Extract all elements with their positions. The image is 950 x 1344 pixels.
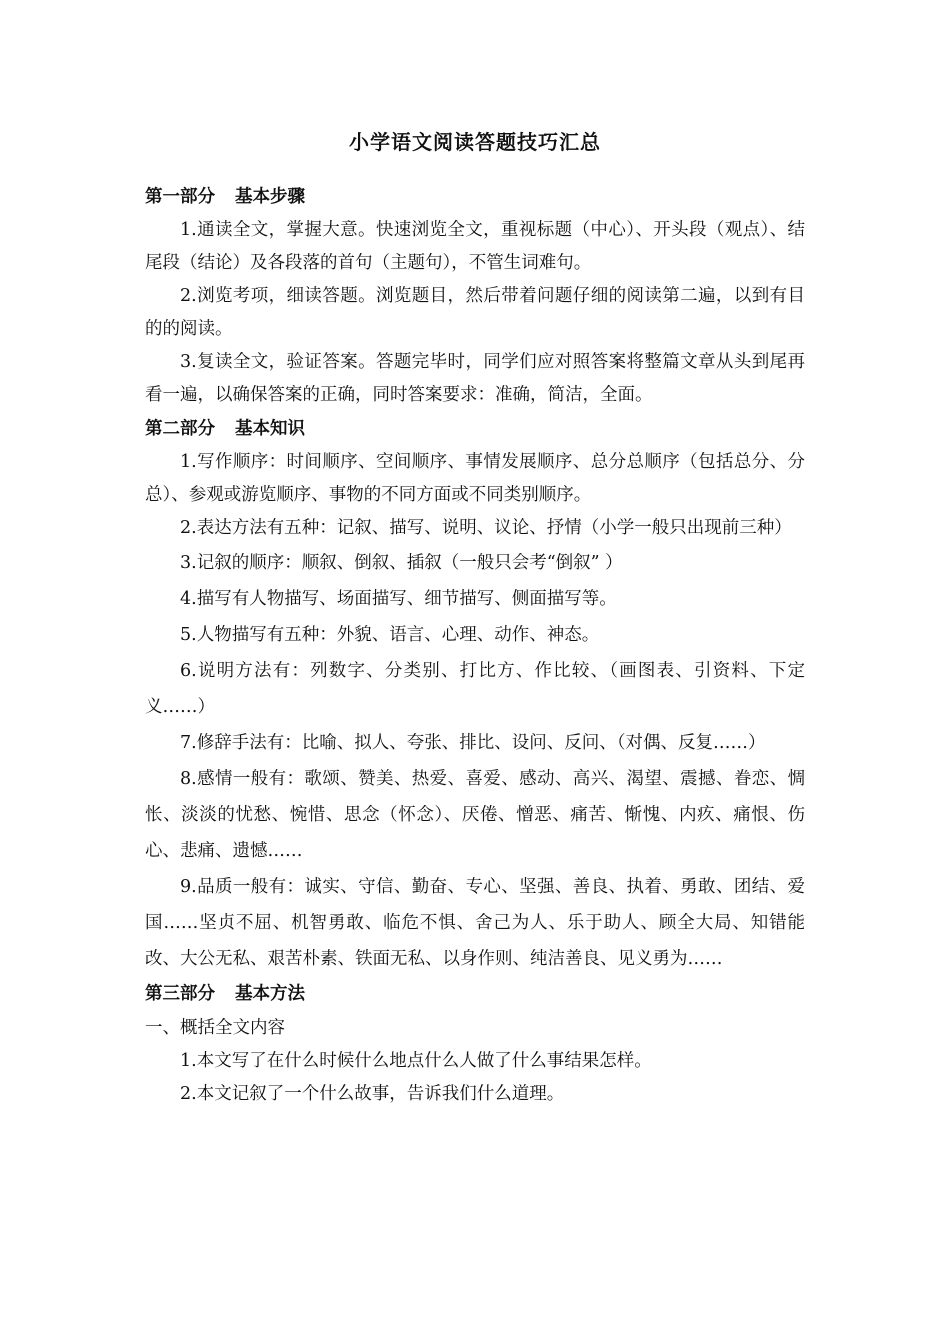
part2-item-3: 3.记叙的顺序：顺叙、倒叙、插叙（一般只会考“倒叙” ）: [180, 553, 623, 573]
part2-heading: [145, 412, 805, 446]
part2-item-1: 1.写作顺序：时间顺序、空间顺序、事情发展顺序、总分总顺序（包括总分、分总）、参观或游览顺序、事物的不同方面或不同类别顺序。: [145, 452, 805, 505]
part2-item-5: 5.人物描写有五种：外貌、语言、心理、动作、神态。: [180, 625, 600, 645]
part2-item-4: 4.描写有人物描写、场面描写、细节描写、侧面描写等。: [180, 589, 617, 609]
part3-label: 第三部分: [145, 984, 215, 1004]
part2-item-2: 2.表达方法有五种：记叙、描写、说明、议论、抒情（小学一般只出现前三种）: [180, 518, 792, 538]
part2-item-9: 9.品质一般有：诚实、守信、勤奋、专心、坚强、善良、执着、勇敢、团结、爱国……坚贞不屈、机智勇敢、临危不惧、舍己为人、乐于助人、顾全大局、知错能改、大公无私、艰苦朴素、铁面无私、以身作则、纯洁善良、见义勇为……: [145, 877, 805, 969]
part1-item-3: 3.复读全文，验证答案。答题完毕时，同学们应对照答案将整篇文章从头到尾再看一遍，以确保答案的正确，同时答案要求：准确，简洁，全面。: [145, 352, 805, 405]
part3-item-1: 1.本文写了在什么时候什么地点什么人做了什么事结果怎样。: [180, 1051, 652, 1071]
part1-label: 第一部分: [145, 187, 215, 207]
part1-item-2: 2.浏览考项，细读答题。浏览题目，然后带着问题仔细的阅读第二遍，以到有目的的阅读。: [145, 286, 805, 339]
part3-name: 基本方法: [235, 984, 305, 1004]
part2-item-7: 7.修辞手法有：比喻、拟人、夸张、排比、设问、反问、（对偶、反复……）: [180, 733, 766, 753]
part2-item-6: 6.说明方法有：列数字、分类别、打比方、作比较、（画图表、引资料、下定义……）: [145, 661, 805, 717]
part1-heading: [145, 180, 805, 214]
part2-item-8: 8.感情一般有：歌颂、赞美、热爱、喜爱、感动、高兴、渴望、震撼、眷恋、惆怅、淡淡的忧愁、惋惜、思念（怀念）、厌倦、憎恶、痛苦、惭愧、内疚、痛恨、伤心、悲痛、遗憾……: [145, 769, 805, 861]
part2-label: 第二部分: [145, 419, 215, 439]
part2-name: 基本知识: [235, 419, 305, 439]
part3-heading: [145, 977, 805, 1011]
part1-item-1: 1.通读全文，掌握大意。快速浏览全文，重视标题（中心）、开头段（观点）、结尾段（结论）及各段落的首句（主题句），不管生词难句。: [145, 220, 805, 273]
part3-item-2: 2.本文记叙了一个什么故事，告诉我们什么道理。: [180, 1084, 565, 1104]
part1-name: 基本步骤: [235, 187, 305, 207]
document-title: 小学语文阅读答题技巧汇总: [349, 130, 601, 154]
part3-sub-heading: 一、概括全文内容: [145, 1018, 285, 1038]
